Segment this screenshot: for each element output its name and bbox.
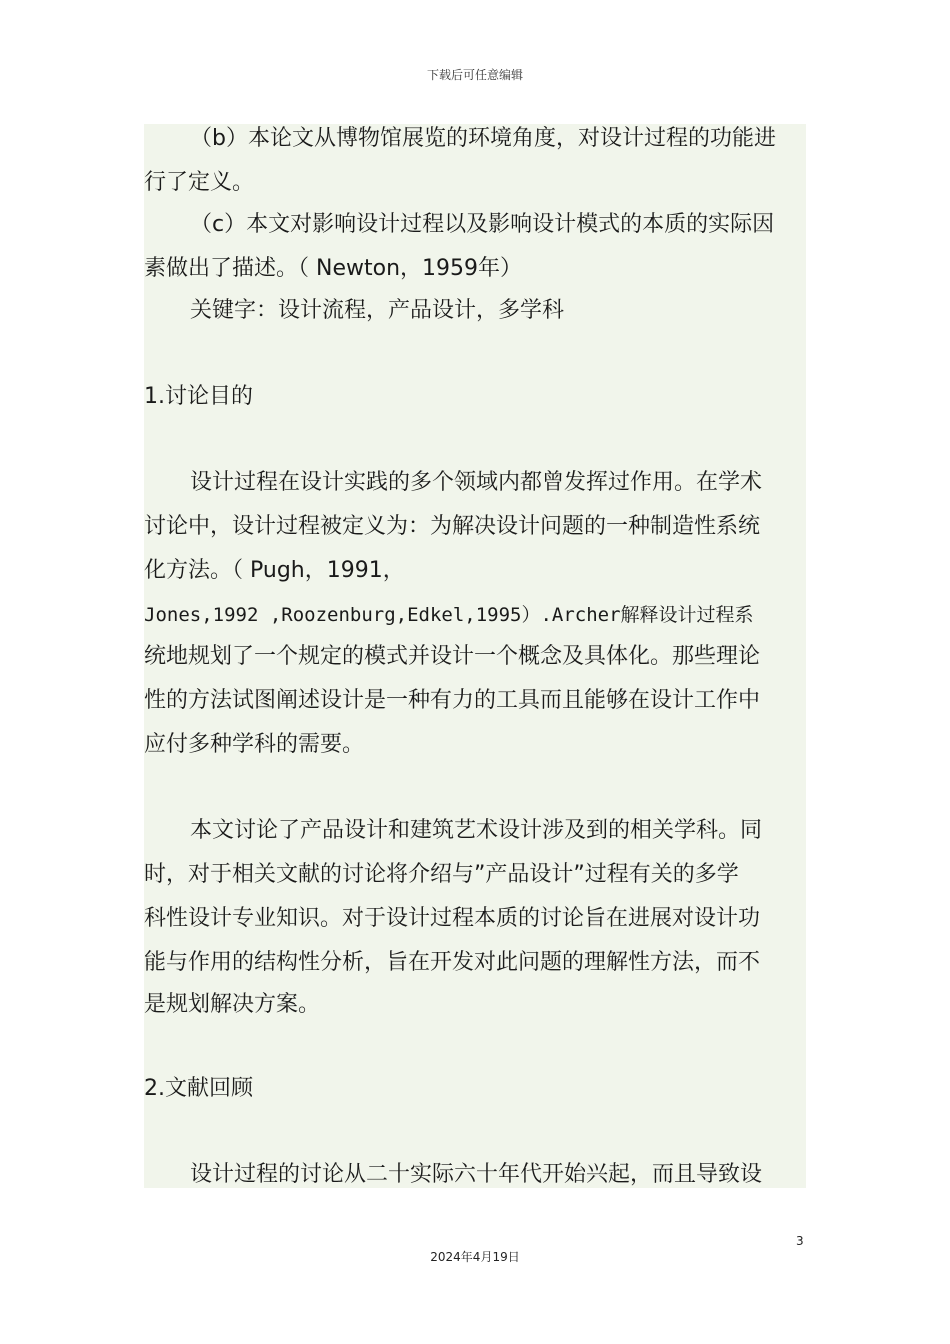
paragraph-1-line-3: 化方法。（ Pugh，1991，	[144, 558, 405, 583]
page-number: 3	[796, 1234, 804, 1248]
paragraph-c-line-2: 素做出了描述。（ Newton，1959年）	[144, 256, 522, 281]
page-header: 下载后可任意编辑	[426, 68, 523, 82]
paragraph-1-line-7: 应付多种学科的需要。	[144, 732, 365, 757]
paragraph-1-line-4: Jones,1992 ,Roozenburg,Edkel,1995）.Archer解释设计过程系	[144, 604, 754, 626]
keywords-line: 关键字：设计流程，产品设计，多学科	[190, 298, 565, 323]
footer-date: 2024年4月19日	[430, 1250, 520, 1264]
paragraph-1-line-1: 设计过程在设计实践的多个领域内都曾发挥过作用。在学术	[190, 470, 763, 495]
paragraph-b-line-1: （b）本论文从博物馆展览的环境角度，对设计过程的功能进	[190, 126, 776, 151]
paragraph-3-line-1: 设计过程的讨论从二十实际六十年代开始兴起，而且导致设	[190, 1162, 763, 1187]
paragraph-2-line-1: 本文讨论了产品设计和建筑艺术设计涉及到的相关学科。同	[190, 818, 763, 843]
paragraph-2-line-3: 科性设计专业知识。对于设计过程本质的讨论旨在进展对设计功	[144, 906, 761, 931]
paragraph-c-line-1: （c）本文对影响设计过程以及影响设计模式的本质的实际因	[190, 212, 775, 237]
paragraph-1-line-5: 统地规划了一个规定的模式并设计一个概念及具体化。那些理论	[144, 644, 761, 669]
paragraph-2-line-5: 是规划解决方案。	[144, 992, 321, 1017]
section-heading-2: 2.文献回顾	[144, 1076, 253, 1101]
paragraph-1-line-6: 性的方法试图阐述设计是一种有力的工具而且能够在设计工作中	[144, 688, 761, 713]
paragraph-2-line-4: 能与作用的结构性分析，旨在开发对此问题的理解性方法，而不	[144, 950, 761, 975]
section-heading-1: 1.讨论目的	[144, 384, 253, 409]
document-body	[144, 124, 806, 1188]
paragraph-1-line-2: 讨论中，设计过程被定义为：为解决设计问题的一种制造性系统	[144, 514, 761, 539]
paragraph-2-line-2: 时，对于相关文献的讨论将介绍与”产品设计”过程有关的多学	[144, 862, 739, 887]
paragraph-b-line-2: 行了定义。	[144, 170, 255, 195]
